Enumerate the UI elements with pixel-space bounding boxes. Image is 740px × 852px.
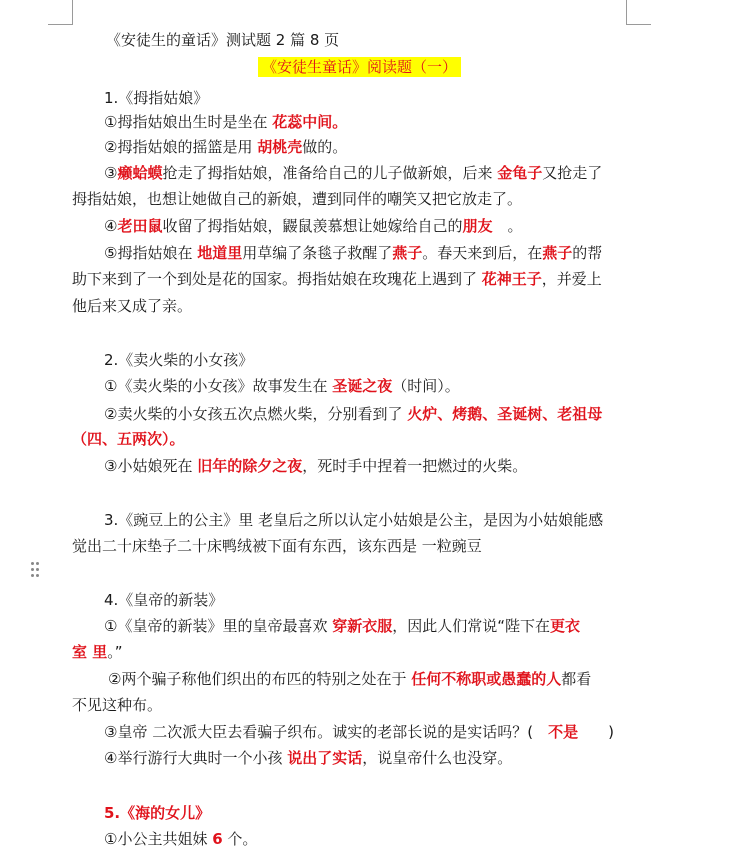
- s4-q1-answer2: 更衣: [550, 617, 581, 635]
- s1-q3-text: 抢走了拇指姑娘，准备给自己的儿子做新娘，后来: [162, 164, 498, 182]
- s1-q4-answer2: 朋友: [462, 217, 493, 235]
- s2-q2-answer: 火炉、烤鹅、圣诞树、老祖母: [407, 405, 603, 423]
- section-5-title: 5.《海的女儿》: [104, 804, 211, 822]
- s2-q3-answer: 旧年的除夕之夜: [197, 457, 303, 475]
- s2-q3-text: ③小姑娘死在: [104, 457, 198, 475]
- s1-q2: [104, 137, 347, 157]
- s1-q5-text2: 用草编了条毯子救醒了: [242, 244, 393, 262]
- doc-title: 《安徒生的童话》测试题 2 篇 8 页: [106, 31, 340, 49]
- s2-q1-text: ①《卖火柴的小女孩》故事发生在: [104, 377, 333, 395]
- s1-q4-num: ④: [104, 217, 118, 235]
- s5-q1-answer: 6: [212, 830, 223, 848]
- s1-q5-text5: 助下来到了一个到处是花的国家。拇指姑娘在玫瑰花上遇到了: [72, 270, 482, 288]
- s2-q1: [104, 376, 460, 396]
- s1-q3-answer2: 金龟子: [497, 164, 543, 182]
- s1-q4-answer1: 老田鼠: [117, 217, 163, 235]
- s4-q3-text: ③皇帝 二次派大臣去看骗子织布。诚实的老部长说的是实话吗？(: [104, 723, 549, 741]
- s4-q3-post: ): [578, 723, 614, 741]
- s4-q1-line1: [104, 616, 580, 636]
- s1-q5-text3: 。春天来到后，在: [422, 244, 543, 262]
- s4-q1-answer3: 室 里: [72, 643, 108, 661]
- s5-q1-post: 个。: [222, 830, 258, 848]
- s4-q4-post: ，说皇帝什么也没穿。: [362, 749, 513, 767]
- section-4-title: 4.《皇帝的新装》: [104, 591, 224, 609]
- s1-q5-answer3: 燕子: [542, 244, 573, 262]
- s2-q2-line2-answer: （四、五两次）。: [72, 430, 185, 448]
- s2-q2-text: ②卖火柴的小女孩五次点燃火柴，分别看到了: [104, 405, 408, 423]
- s2-q3-post: ，死时手中捏着一把燃过的火柴。: [302, 457, 528, 475]
- section-3-line2: 觉出二十床垫子二十床鸭绒被下面有东西，该东西是 一粒豌豆: [72, 537, 482, 555]
- s1-q5-answer4: 花神王子: [481, 270, 542, 288]
- s4-q3-answer: 不是: [548, 723, 579, 741]
- s2-q1-post: （时间）。: [392, 377, 460, 395]
- s1-q3-line1: [104, 163, 602, 183]
- s1-q5-text1: ⑤拇指姑娘在: [104, 244, 198, 262]
- s1-q4-text: 收留了拇指姑娘，鼹鼠羡慕想让她嫁给自己的: [162, 217, 463, 235]
- s4-q2-line1: [108, 669, 591, 689]
- s1-q3-line2: 拇指姑娘，也想让她做自己的新娘，遭到同伴的嘲笑又把它放走了。: [72, 190, 523, 208]
- page-corner-mark-right: [626, 0, 651, 25]
- s4-q1-line2: [72, 642, 123, 662]
- s4-q2-text: ②两个骗子称他们织出的布匹的特别之处在于: [108, 670, 412, 688]
- s1-q5-answer2: 燕子: [392, 244, 423, 262]
- s4-q2-post: 都看: [561, 670, 592, 688]
- section-3-line1: 3.《豌豆上的公主》里 老皇后之所以认定小姑娘是公主，是因为小姑娘能感: [104, 511, 604, 529]
- s1-q2-post: 做的。: [302, 138, 348, 156]
- s2-q1-answer: 圣诞之夜: [332, 377, 393, 395]
- heading-text: 《安徒生童话》阅读题（一）: [258, 57, 461, 77]
- section-1-title: 1.《拇指姑娘》: [104, 89, 209, 107]
- s4-q4-text: ④举行游行大典时一个小孩: [104, 749, 288, 767]
- s4-q1-answer1: 穿新衣服: [332, 617, 393, 635]
- s4-q2-line2: 不见这种布。: [72, 696, 163, 714]
- s4-q1-text2: ，因此人们常说“陛下在: [392, 617, 551, 635]
- s1-q2-text: ②拇指姑娘的摇篮是用: [104, 138, 258, 156]
- s1-q3-text2: 又抢走了: [542, 164, 603, 182]
- s1-q5-text6: ，并爱上: [541, 270, 602, 288]
- s1-q5-line3: 他后来又成了亲。: [72, 297, 193, 315]
- s2-q2-line1: [104, 404, 602, 424]
- s4-q4-answer: 说出了实话: [287, 749, 363, 767]
- s1-q1-answer: 花蕊中间。: [272, 113, 348, 131]
- s4-q2-answer: 任何不称职或愚蠢的人: [411, 670, 562, 688]
- s1-q4: [104, 216, 523, 236]
- heading: [258, 57, 461, 77]
- s1-q5-answer1: 地道里: [197, 244, 243, 262]
- s4-q4: [104, 748, 512, 768]
- s1-q3-num: ③: [104, 164, 118, 182]
- s5-q1-text: ①小公主共姐妹: [104, 830, 213, 848]
- s1-q2-answer: 胡桃壳: [257, 138, 303, 156]
- s1-q1-text: ①拇指姑娘出生时是坐在: [104, 113, 273, 131]
- s5-q1: [104, 829, 257, 849]
- s1-q5-text4: 的帮: [572, 244, 603, 262]
- s1-q1: [104, 112, 347, 132]
- s1-q3-answer1: 癞蛤蟆: [117, 164, 163, 182]
- s1-q5-line1: [104, 243, 602, 263]
- s4-q1-text: ①《皇帝的新装》里的皇帝最喜欢: [104, 617, 333, 635]
- page-corner-mark-left: [48, 0, 73, 25]
- s4-q1-post: 。”: [107, 643, 123, 661]
- s1-q5-line2: [72, 269, 602, 289]
- s1-q4-post: 。: [492, 217, 523, 235]
- section-2-title: 2.《卖火柴的小女孩》: [104, 351, 254, 369]
- s4-q3: [104, 722, 614, 742]
- drag-handle-icon[interactable]: [31, 562, 41, 578]
- s2-q3: [104, 456, 527, 476]
